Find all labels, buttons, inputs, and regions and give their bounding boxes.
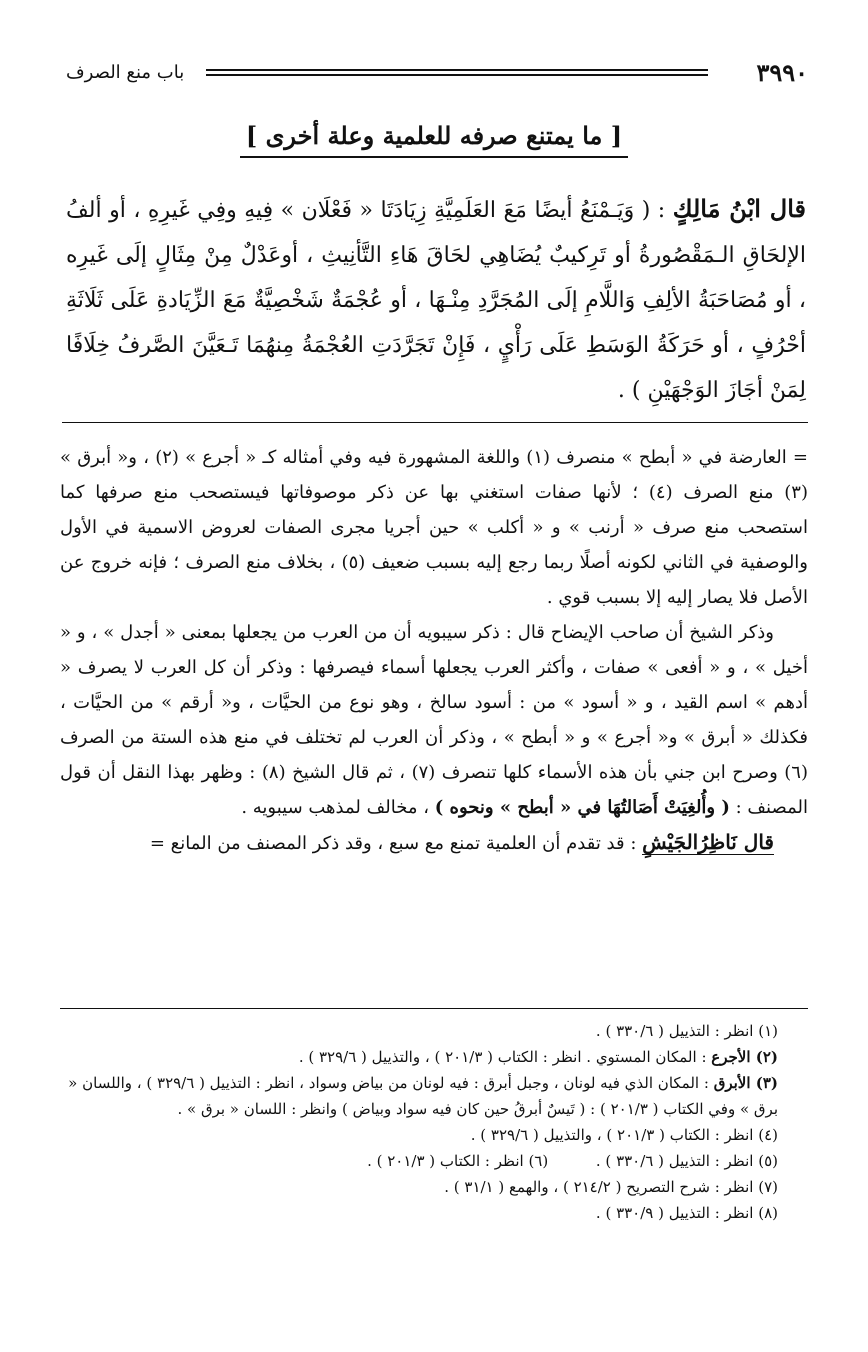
commentary-paragraph-3 <box>60 825 808 861</box>
footnote: (٣) الأبرق : المكان الذي فيه لونان ، وجبل أبرق : فيه لونان من بياض وسواد ، انظر : التذييل ( ٣٢٩/٦ ) ، واللسان « برق » وفي الكتاب ( ٢٠١/٣ ) : ( تَيسٌ أبرقُ حين كان فيه سواد وبياض ) وانظر : اللسان « برق » . <box>68 1074 778 1118</box>
commentary-paragraph-2-end: ، مخالف لمذهب سيبويه . <box>241 797 430 818</box>
footnote: (٤) انظر : الكتاب ( ٢٠١/٣ ) ، والتذييل ( ٣٢٩/٦ ) . <box>470 1126 778 1144</box>
matn-speaker: قال ابْنُ مَالِكٍ <box>672 194 807 223</box>
footnote: (٧) انظر : شرح التصريح ( ٢١٤/٢ ) ، والهمع ( ٣١/١ ) . <box>444 1178 778 1196</box>
footnotes <box>60 1018 778 1226</box>
footnote: (٥) انظر : التذييل ( ٣٣٠/٦ ) . (٦) انظر : الكتاب ( ٢٠١/٣ ) . <box>367 1152 778 1170</box>
commentary-paragraph-2-text: وذكر الشيخ أن صاحب الإيضاح قال : ذكر سيبويه أن من العرب من يجعلها بمعنى « أجدل » ، و « أخيل » ، و « أفعى » صفات ، وأكثر العرب يجعلها أسماء فيصرفها : وذكر أن كل العرب لا يصرف « أدهم » اسم القيد ، و « أسود » من : أسود سالخ ، وهو نوع من الحيَّات ، و« أرقم » من الحيَّات ، فكذلك « أبرق » و« أجرع » و « أبطح » ، وذكر أن العرب لم تختلف في منع هذه الستة من الصرف (٦) وصرح ابن جني بأن هذه الأسماء كلها تنصرف (٧) ، ثم قال الشيخ (٨) : وظهر بهذا النقل أن قول المصنف : <box>60 622 808 818</box>
matn-body: : ( وَيَـمْنَعُ أيضًا مَعَ العَلَمِيَّةِ زِيَادَتَا « فَعْلَان » فِيهِ وفِي غَيرِهِ ، أو ألفُ الإلحَاقِ الـمَقْصُورةُ أو تَرِكيبٌ يُضَاهِي لحَاقَ هَاءِ التَّأنِيثِ ، أوعَدْلٌ مِنْ مِثَالٍ إلَى غَيرِه ، أو مُصَاحَبَةُ الألِفِ وَاللَّامِ إلَى المُجَرَّدِ مِنْـهَا ، أو عُجْمَةٌ شَخْصِيَّةٌ مَعَ الزِّيَادةِ عَلَى ثَلَاثَةِ أحْرُفٍ ، أو حَرَكَةُ الوَسَطِ عَلَى رَأْيٍ ، فَإِنْ تَجَرَّدَتِ العُجْمَةُ مِنهُمَا تَـعَيَّنَ الصَّرفُ خِلَافًا لِمَنْ أجَازَ الوَجْهَيْنِ ) . <box>66 198 806 403</box>
chapter-name: باب منع الصرف <box>66 62 185 83</box>
running-header <box>66 56 808 92</box>
section-title-text: [ ما يمتنع صرفه للعلمية وعلة أخرى ] <box>240 118 628 158</box>
footnote-rule <box>60 1008 808 1009</box>
commentary <box>60 440 808 861</box>
matn-divider <box>62 422 808 423</box>
footnote: (٨) انظر : التذييل ( ٣٣٠/٩ ) . <box>595 1204 778 1222</box>
matn-text <box>66 186 806 413</box>
commentary-paragraph-2 <box>60 615 808 825</box>
header-double-rule <box>206 69 708 76</box>
commentary-paragraph-1: = العارضة في « أبطح » منصرف (١) واللغة المشهورة فيه وفي أمثاله كـ « أجرع » (٢) ، و« أبرق » (٣) منع الصرف (٤) ؛ لأنها صفات استغني بها عن ذكر موصوفاتها فيستصحب منع صرفها كما استصحب منع صرف « أرنب » و « أكلب » حين أجريا مجرى الصفات لعروض الاسمية في الأول والوصفية في الثاني لكونه أصلًا ربما رجع إليه بسبب ضعيف (٥) ، بخلاف منع الصرف ؛ فإنه خروج عن الأصل فلا يصار إليه إلا بسبب قوي . <box>60 447 808 608</box>
commentary-paragraph-3-text: : قد تقدم أن العلمية تمنع مع سبع ، وقد ذكر المصنف من المانع = <box>149 833 637 854</box>
footnote: (١) انظر : التذييل ( ٣٣٠/٦ ) . <box>595 1022 778 1040</box>
footnote: (٢) الأجرع : المكان المستوي . انظر : الكتاب ( ٢٠١/٣ ) ، والتذييل ( ٣٢٩/٦ ) . <box>298 1048 778 1066</box>
commentary-speaker: قال نَاظِرُالجَيْشِ <box>642 830 774 854</box>
page-number: ٣٩٩٠ <box>756 58 808 87</box>
quoted-phrase: ( وأُلغِيَتْ أَصَالتُهَا في « أبطح » ونحوه ) <box>434 797 730 818</box>
section-title <box>0 118 868 158</box>
